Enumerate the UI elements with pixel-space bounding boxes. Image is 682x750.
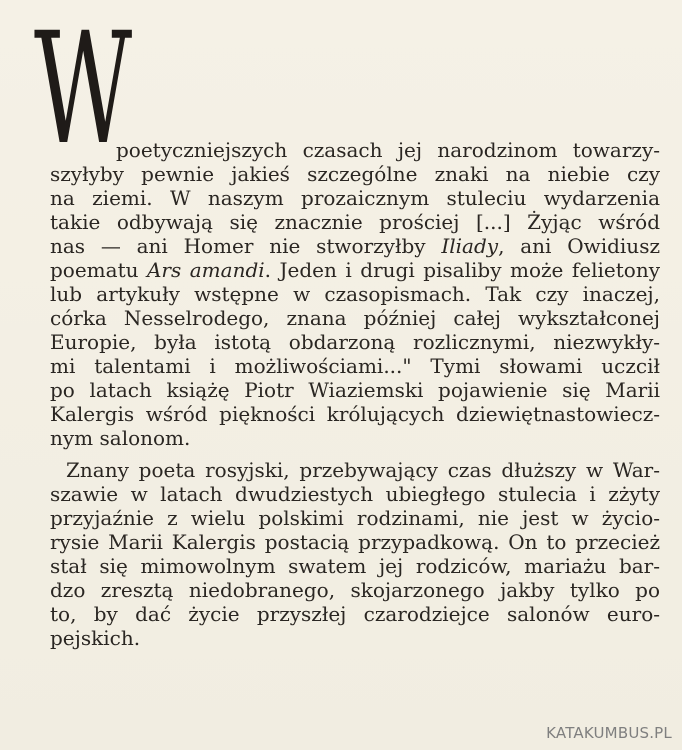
page-text [50, 138, 660, 650]
paragraph-1-line-12: Kalergis wśród piękności królujących dziewiętnastowiecz- [50, 402, 660, 426]
paragraph-spacer [50, 450, 660, 458]
paragraph-2-line-2: szawie w latach dwudziestych ubiegłego stulecia i zżyty [50, 482, 660, 506]
paragraph-1-line-11: po latach książę Piotr Wiaziemski pojawienie się Marii [50, 378, 660, 402]
paragraph-1-line-9: Europie, była istotą obdarzoną rozlicznymi, niezwykły- [50, 330, 660, 354]
paragraph-1-line-4: takie odbywają się znacznie prościej [...] Żyjąc wśród [50, 210, 660, 234]
paragraph-2-line-1: Znany poeta rosyjski, przebywający czas dłuższy w War- [66, 458, 660, 482]
paragraph-2-line-5: stał się mimowolnym swatem jej rodziców, mariażu bar- [50, 554, 660, 578]
paragraph-1-line-3: na ziemi. W naszym prozaicznym stuleciu wydarzenia [50, 186, 660, 210]
paragraph-1-line-8: córka Nesselrodego, znana później całej wykształconej [50, 306, 660, 330]
paragraph-1-line-6-before: poematu [50, 258, 147, 282]
paragraph-2-line-8: pejskich. [50, 626, 141, 650]
paragraph-1-line-5-after: , ani Owidiusz [498, 234, 660, 258]
drop-cap-letter: W [34, 0, 131, 179]
paragraph-1-line-5 [50, 234, 660, 258]
paragraph-1-line-6 [50, 258, 660, 282]
paragraph-1-line-6-italic: Ars amandi [146, 258, 265, 282]
paragraph-1-line-7: lub artykuły wstępne w czasopismach. Tak czy inaczej, [50, 282, 660, 306]
paragraph-1-line-6-after: . Jeden i drugi pisaliby może felietony [264, 258, 660, 282]
paragraph-1-line-10: mi talentami i możliwościami..." Tymi słowami uczcił [50, 354, 660, 378]
paragraph-2-line-3: przyjaźnie z wielu polskimi rodzinami, nie jest w życio- [50, 506, 660, 530]
paragraph-1-line-1: poetyczniejszych czasach jej narodzinom towarzy- [116, 138, 660, 162]
paragraph-2-line-7: to, by dać życie przyszłej czarodziejce salonów euro- [50, 602, 660, 626]
paragraph-1-line-13: nym salonom. [50, 426, 191, 450]
paragraph-2-line-4: rysie Marii Kalergis postacią przypadkową. On to przecież [50, 530, 660, 554]
watermark-text: KATAKUMBUS.PL [546, 724, 672, 742]
paragraph-1-line-2: szyłyby pewnie jakieś szczególne znaki na niebie czy [50, 162, 660, 186]
paragraph-1-line-5-italic: Iliady [441, 234, 499, 258]
paragraph-2-line-6: dzo zresztą niedobranego, skojarzonego jakby tylko po [50, 578, 660, 602]
paragraph-1-line-5-before: nas — ani Homer nie stworzyłby [50, 234, 442, 258]
